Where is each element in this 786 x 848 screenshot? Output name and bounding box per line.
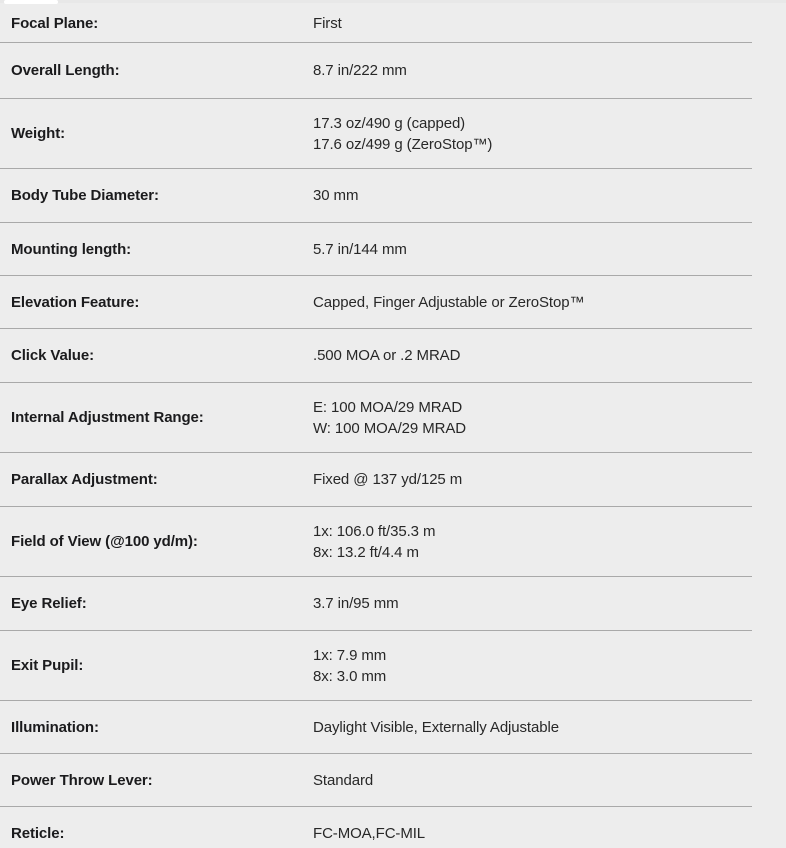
spec-value	[313, 823, 752, 844]
spec-label: Eye Relief:	[11, 595, 87, 612]
spec-row-parallax-adjustment	[0, 453, 752, 507]
spec-label: Illumination:	[11, 718, 99, 736]
spec-value-line: FC-MOA,FC-MIL	[313, 825, 426, 842]
spec-value	[313, 593, 752, 614]
spec-row-elevation-feature	[0, 276, 752, 329]
spec-label: Focal Plane:	[11, 14, 99, 32]
spec-value-line: 17.6 oz/499 g (ZeroStop™)	[313, 135, 493, 153]
spec-row-click-value	[0, 329, 752, 383]
spec-value-line: Capped, Finger Adjustable or ZeroStop™	[313, 293, 585, 311]
spec-row-eye-relief	[0, 577, 752, 631]
spec-value-line: Fixed @ 137 yd/125 m	[313, 471, 463, 488]
spec-value	[313, 717, 752, 738]
spec-label: Click Value:	[11, 347, 95, 364]
spec-value-line: 1x: 7.9 mm	[313, 646, 387, 664]
spec-row-exit-pupil	[0, 631, 752, 701]
spec-value-line: First	[313, 14, 342, 32]
spec-value-line: 8x: 13.2 ft/4.4 m	[313, 543, 419, 561]
spec-row-mounting-length	[0, 223, 752, 276]
spec-value-line: 8x: 3.0 mm	[313, 667, 387, 685]
spec-row-power-throw-lever	[0, 754, 752, 807]
spec-row-internal-adjustment-range	[0, 383, 752, 453]
spec-value	[313, 469, 752, 490]
spec-value	[313, 113, 752, 155]
spec-value-line: Daylight Visible, Externally Adjustable	[313, 718, 559, 736]
spec-row-focal-plane	[0, 4, 752, 43]
top-edge-shading	[0, 0, 786, 3]
spec-value-line: W: 100 MOA/29 MRAD	[313, 419, 466, 437]
spec-label: Body Tube Diameter:	[11, 187, 159, 204]
spec-value	[313, 292, 752, 313]
spec-value	[313, 397, 752, 439]
spec-value	[313, 345, 752, 366]
spec-value	[313, 60, 752, 81]
spec-label: Mounting length:	[11, 240, 132, 258]
spec-label: Parallax Adjustment:	[11, 471, 158, 488]
spec-row-illumination	[0, 701, 752, 754]
spec-value	[313, 13, 752, 34]
spec-table	[0, 4, 752, 848]
spec-value-line: 5.7 in/144 mm	[313, 240, 407, 258]
spec-value	[313, 770, 752, 791]
spec-value-line: 1x: 106.0 ft/35.3 m	[313, 522, 436, 540]
spec-row-weight	[0, 99, 752, 169]
spec-value-line: Standard	[313, 771, 374, 789]
spec-label: Overall Length:	[11, 62, 120, 79]
spec-row-overall-length	[0, 43, 752, 99]
spec-value	[313, 239, 752, 260]
spec-value	[313, 185, 752, 206]
spec-label: Reticle:	[11, 825, 65, 842]
spec-value	[313, 521, 752, 563]
spec-row-reticle	[0, 807, 752, 848]
spec-row-field-of-view	[0, 507, 752, 577]
spec-label: Elevation Feature:	[11, 293, 140, 311]
spec-value-line: 30 mm	[313, 187, 359, 204]
spec-value-line: 8.7 in/222 mm	[313, 62, 407, 79]
spec-row-body-tube-diameter	[0, 169, 752, 223]
spec-value-line: 3.7 in/95 mm	[313, 595, 399, 612]
spec-label: Weight:	[11, 125, 66, 142]
spec-value-line: 17.3 oz/490 g (capped)	[313, 114, 466, 132]
spec-label: Power Throw Lever:	[11, 771, 153, 789]
spec-value-line: E: 100 MOA/29 MRAD	[313, 398, 463, 416]
spec-label: Field of View (@100 yd/m):	[11, 533, 198, 550]
spec-label: Exit Pupil:	[11, 657, 84, 674]
spec-label: Internal Adjustment Range:	[11, 409, 204, 426]
spec-value	[313, 645, 752, 687]
spec-value-line: .500 MOA or .2 MRAD	[313, 347, 461, 364]
